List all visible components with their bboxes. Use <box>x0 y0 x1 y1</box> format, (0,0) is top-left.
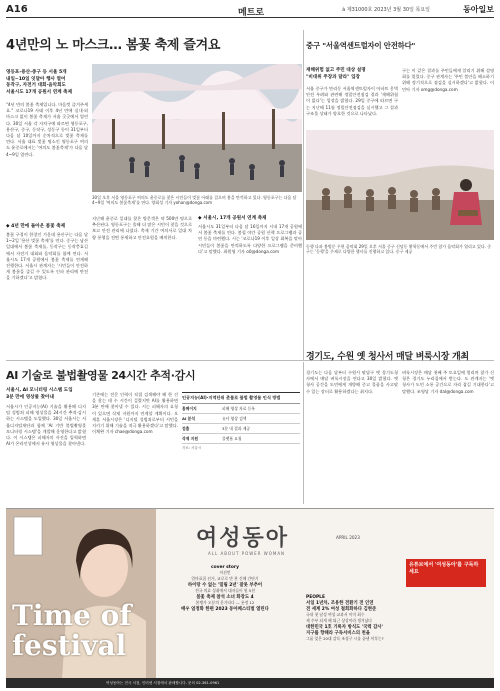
magazine-logo: 여성동아 <box>196 525 290 551</box>
section-name: 메트로 <box>238 8 265 18</box>
story1-subhead: 영등포-용산-중구 등 서울 5개 <box>6 70 67 75</box>
story1-photo-caption: 30일 오후 서울 영등포구 여의도 윤중로를 찾은 시민들이 벚꽃 아래를 걸으며 봄을 만끽하고 있다. 영등포구는 다음 달 4~9일 '여의도 봄꽃축제'를 연다. 양회성 기자 yohan@donga.com <box>92 195 297 206</box>
ad-headline-line2: festival <box>12 629 127 662</box>
ad-list-item: 그룹 잊은 20대 감독 조성구 시를 끝낸 이후는? <box>306 636 384 641</box>
infobox-source: 자료: 서울시 <box>182 446 202 450</box>
story4-col2: 벼룩시장은 매달 첫째 주 토요일에 열리며 참가 신청은 경기도 누리집에서 받는다. 도 관계자는 '옛 청사가 도민 소통 공간으로 자리 잡길 기대한다'고 말했다. 조영달 기자 dal@donga.com <box>402 370 494 394</box>
cover-story-label: cover story <box>211 565 239 570</box>
issue-date: APRIL 2023 <box>336 535 360 540</box>
ad-headline-line1: Time of <box>12 599 132 632</box>
story2-headline: 중구 "서울역센트럴자이 안전하다" <box>306 41 416 50</box>
magazine-subtitle: ALL ABOUT POWER WOMAN <box>208 551 286 556</box>
story1-col4-subtitle: ◆ 서울시, 17개 공원서 연계 축제 <box>198 216 267 221</box>
story1-subheads <box>6 70 88 96</box>
ad-list-item: 하이랑 수 없는 '밀림 2년' 잘못 부추어 <box>187 583 263 588</box>
story2-photo-caption: 동행 다과 봄방문 우편 음악회 29일 오후 서울 중구 신당동 황학동에서 주민 참가 음악회가 열리고 있다. 중구는 '동행'을 주제로 다양한 행사를 진행하고 있다. 중구 제공 <box>306 244 492 255</box>
story1-subhead: 동작구, 자전거 대회·음악회도 <box>6 83 66 89</box>
concert-photo <box>306 130 494 240</box>
magazine-advertisement <box>6 508 494 688</box>
story3-subhead: 서울시, AI 모니터링 시스템 도입 <box>6 388 73 393</box>
infobox-key: 삭제 지원 <box>182 435 198 441</box>
ad-list-item: 엄마표집 선거, 교로로 만 찬 신메 간단기 <box>191 576 259 581</box>
infobox-key: AI 분석 <box>182 415 196 421</box>
infobox-row <box>182 404 300 414</box>
ad-list-item: 봄꽃 축제 참석 소녀 화장도 4 <box>196 595 254 600</box>
story1-col1-cont: 봄꽃 구경이 한창인 가운데 용산구는 다음 달 1~2일 '용산 벚꽃 축제'를 연다. 중구는 남산 일대에서 봄꽃 축제를, 동작구는 동작충효길에서 자전거 대회와 음악회를 함께 연다. 서울시도 17개 공원에서 봄꽃 축제를 연계해 진행한다. 서울시 관계자는 '시민들이 안전하게 봄꽃을 즐길 수 있도록 인파 관리에 만전을 기하겠다'고 밝혔다. <box>6 232 88 281</box>
people-header: PEOPLE <box>306 595 325 600</box>
ad-list-item: 전 세계 2% 여성 철회화하다 김현준 <box>306 607 377 612</box>
newspaper-logo: 동아일보 <box>463 4 494 14</box>
youtube-subscribe-box[interactable]: 유튜브에서 '여성동아'를 구독하세요 <box>406 559 486 587</box>
story1-headline: 4년만의 노 마스크… 봄꽃 축제 즐겨요 <box>6 38 221 53</box>
ad-list-item: 지구를 향해라 구독서비스의 천을 <box>306 631 370 636</box>
story4-headline: 경기도, 수원 옛 청사서 매달 벼룩시장 개최 <box>306 352 469 362</box>
issue-info: à 제31000호 2023년 3월 30일 목요일 <box>342 7 430 13</box>
story2-col2: 구는 이 같은 결과를 주민들에게 알리기 위해 설명회를 열었다. 중구 관계자는 '주민 불안을 해소하기 위해 정기적으로 점검을 실시하겠다'고 밝혔다. 이민아 기자 omg@donga.com <box>402 68 494 92</box>
story1-col1-subtitle: ◆ 4년 만에 돌아온 봄꽃 축제 <box>6 224 66 229</box>
cover-story-name: 이선빈 <box>219 570 231 575</box>
story1-col1: "4년 만의 봄꽃 축제입니다. 마음껏 즐겨주세요." 코로나19 사태 이후 4년 만에 실내·외 마스크 없이 봄꽃 축제가 서울 곳곳에서 열린다. 30일 서울 각 자치구에 따르면 영등포구, 용산구, 중구, 동작구, 성동구 등이 31일부터 다음 달 10일까지 순차적으로 벚꽃 축제를 연다. 서울 대표 벚꽃 명소인 영등포구 여의도 윤중로에서는 '여의도 봄꽃축제'가 다음 달 4~9일 열린다. <box>6 102 88 157</box>
infobox-key: 홈페이지 <box>182 405 197 411</box>
infobox-value: 플랫폼 요청 <box>222 435 242 441</box>
story2-subhead: 재해위험 없고 주민 대상 설명 <box>306 68 366 73</box>
story2-subheads <box>306 68 398 81</box>
story2-subhead: "비대위 주장과 달라" 입장 <box>306 74 360 80</box>
story3-subhead: 3분 만에 영상물 찾아내 <box>6 394 54 400</box>
ad-footer: 여성동아는 전국 서점, 인터넷 서점에서 판매합니다. 문의 02-361-0961 <box>6 678 494 688</box>
infobox-value: 유사 영상 검색 <box>222 415 247 421</box>
story1-subhead: 내일~10일 잇달아 행사 열어 <box>6 76 66 82</box>
infobox-row <box>182 414 300 424</box>
story1-subhead: 서울시도 17개 공원서 연계 축제 <box>6 89 73 95</box>
page-header <box>6 4 494 18</box>
people-list <box>306 595 490 642</box>
ad-list-item: 서일 1년차, 조용한 전환기 전 인연 <box>306 601 374 606</box>
cover-story-list <box>166 565 284 612</box>
infobox-row <box>182 424 300 434</box>
column-divider <box>303 30 304 360</box>
story3-col1: 서울시가 인공지능(AI) 기술을 활용해 디지털 성범죄 피해 영상물을 24시간 추적·감시하는 시스템을 도입했다. 30일 서울시는 서울디지털재단과 함께 'AI 기반 불법촬영물 모니터링 시스템'을 개발해 운영한다고 밝혔다. 이 시스템은 피해자의 사진을 입력하면 AI가 온라인상에서 유사 영상물을 찾아낸다. <box>6 404 86 447</box>
story4-col1: 경기도는 다음 달부터 수원시 팔달구 옛 경기도청사에서 매달 벼룩시장을 연다고 30일 밝혔다. 옛 청사 공간을 도민에게 개방해 중고 물품을 사고팔 수 있는 장터로 활용하겠다는 취지다. <box>306 370 398 394</box>
ad-list-item: 전국 의료 성취에서 대자들이 원 5천 <box>195 588 255 593</box>
ad-list-item: 대한민국 1호 기록자 방식도 '국력 감사' <box>306 625 384 630</box>
story1-col4: 서울시도 31일부터 다음 달 16일까지 시내 17개 공원에서 봄꽃 축제를 연다. 봄철 야간 공원 산책 프로그램과 공연 등을 마련했다. 시는 '코로나19 이후 일상 회복을 맞아 시민들이 봄꽃을 만끽하도록 다양한 프로그램을 준비했다'고 말했다. 최원영 기자 o0@donga.com <box>198 224 302 254</box>
ad-list-item: 제 주부 되게 해 퇴근 상상이라 생겨났다 <box>306 618 372 623</box>
page-number: A16 <box>6 4 28 15</box>
infobox-row <box>182 434 300 444</box>
story3-col2: 기존에는 전문 인력이 직접 검색해야 해 한 건을 찾는 데 수 시간이 걸렸지만 AI를 활용하면 3분 만에 찾아낼 수 있다. 시는 피해자의 요청이 있으면 삭제 지원까지 연계할 계획이다. 오세훈 서울시장은 '디지털 성범죄로부터 시민을 지키기 위해 기술을 적극 활용하겠다'고 말했다. 이채완 기자 chae@donga.com <box>92 392 178 435</box>
ad-list-item: 봄쟁가 오분의 운기타다 — 롯정 12 <box>195 600 255 605</box>
infobox-value: 3분 내 결과 제공 <box>222 425 251 431</box>
infobox-value: 피해 영상 자료 등록 <box>222 405 255 411</box>
story3-infobox <box>182 392 300 451</box>
ad-list-item: 국내 첫 남성 여성 교과서 이미 최수 <box>306 612 365 617</box>
story3-headline: AI 기술로 불법촬영물 24시간 추적·감시 <box>6 369 196 382</box>
story2-col1: 서울 중구가 만리동 서울역센트럴자이 아파트 옹벽 안전 우려와 관련해 정밀안전점검 결과 '재해위험이 없다'는 입장을 밝혔다. 29일 중구에 따르면 구는 지난해 11월 정밀안전점검을 실시했고 그 결과 구조물 상태가 양호한 것으로 나타났다. <box>306 86 398 116</box>
column-divider <box>303 362 304 504</box>
ad-headline <box>12 601 131 661</box>
infobox-title: 인공지능(AI)·지역단위 촛불로 불법 촬영물 인식 방법 <box>182 393 300 404</box>
infobox-key: 검출 <box>182 425 190 431</box>
story1-col3: 지난해 윤중로 일대를 찾은 방문객은 약 500만 명으로 추산된다. 영등포구는 올해 더 많은 시민이 찾을 것으로 보고 안전 관리에 나섰다. 축제 기간 여의서로 일대 차량 통행을 전면 통제하고 안전요원을 배치한다. <box>92 216 192 240</box>
cherry-blossom-photo <box>92 64 302 192</box>
ad-list-item: 배우 엄정화 한편 2023 동아페스티벌 열린다 <box>181 607 269 612</box>
